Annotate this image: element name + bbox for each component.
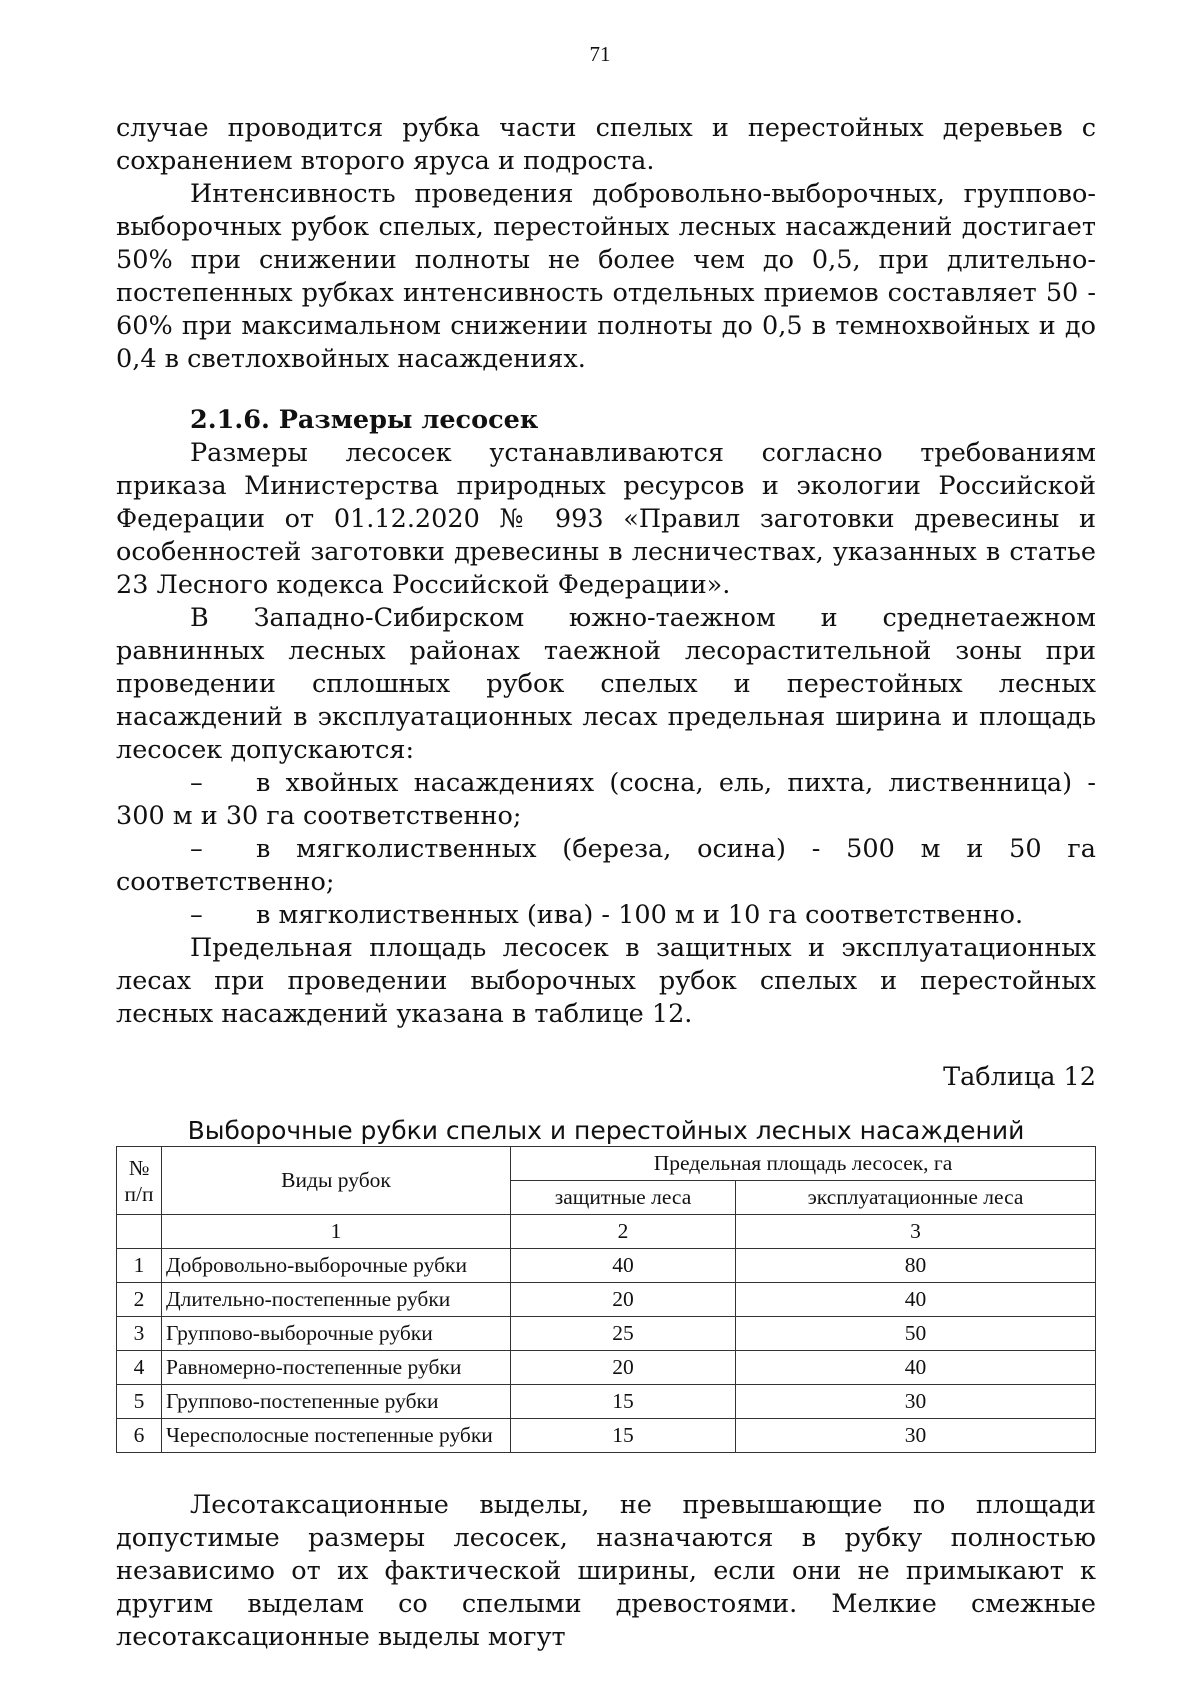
row-protective: 15	[511, 1419, 736, 1453]
row-exploitation: 30	[736, 1419, 1096, 1453]
paragraph-order: Размеры лесосек устанавливаются согласно требованиям приказа Министерства природных ресурсов и экологии Российской Федерации от 01.12.2020 № 993 «Правил заготовки древесины и особенностей заготовки древесины в лесничествах, указанных в статье 23 Лесного кодекса Российской Федерации».	[116, 438, 1096, 600]
dash-bullet: –	[190, 900, 203, 930]
header-col2: 2	[511, 1215, 736, 1249]
paragraph-region: В Западно-Сибирском южно-таежном и среднетаежном равнинных лесных районах таежной лесорастительной зоны при проведении сплошных рубок спелых и перестойных лесных насаждений в эксплуатационных лесах предельная ширина и площадь лесосек допускаются:	[116, 603, 1096, 765]
row-protective: 40	[511, 1249, 736, 1283]
row-protective: 25	[511, 1317, 736, 1351]
header-area: Предельная площадь лесосек, га	[511, 1147, 1096, 1181]
document-body	[116, 112, 1096, 1654]
row-name: Группово-постепенные рубки	[162, 1385, 511, 1419]
header-num-continuation	[117, 1215, 162, 1249]
row-number: 1	[117, 1249, 162, 1283]
row-number: 6	[117, 1419, 162, 1453]
row-protective: 20	[511, 1351, 736, 1385]
row-exploitation: 40	[736, 1283, 1096, 1317]
table-row	[117, 1385, 1096, 1419]
row-name: Чересполосные постепенные рубки	[162, 1419, 511, 1453]
list-item	[116, 899, 1096, 932]
row-number: 4	[117, 1351, 162, 1385]
list-item-text: в мягколиственных (ива) - 100 м и 10 га соответственно.	[256, 900, 1024, 930]
table-row	[117, 1283, 1096, 1317]
table-row	[117, 1317, 1096, 1351]
dash-bullet: –	[190, 768, 203, 798]
header-protective: защитные леса	[511, 1181, 736, 1215]
row-exploitation: 30	[736, 1385, 1096, 1419]
table-label: Таблица 12	[943, 1062, 1096, 1092]
dash-bullet: –	[190, 834, 203, 864]
list-item-text: в хвойных насаждениях (сосна, ель, пихта, лиственница) - 300 м и 30 га соответственно;	[116, 768, 1096, 831]
row-protective: 15	[511, 1385, 736, 1419]
paragraph-allotments: Лесотаксационные выделы, не превышающие по площади допустимые размеры лесосек, назначаются в рубку полностью независимо от их фактической ширины, если они не примыкают к другим выделам со спелыми древостоями. Мелкие смежные лесотаксационные выделы могут	[116, 1490, 1096, 1652]
row-name: Равномерно-постепенные рубки	[162, 1351, 511, 1385]
table-title: Выборочные рубки спелых и перестойных лесных насаждений	[187, 1116, 1025, 1145]
row-number: 3	[117, 1317, 162, 1351]
cutting-area-table	[116, 1146, 1096, 1453]
row-exploitation: 50	[736, 1317, 1096, 1351]
header-exploitation: эксплуатационные леса	[736, 1181, 1096, 1215]
row-number: 5	[117, 1385, 162, 1419]
paragraph-continuation: случае проводится рубка части спелых и перестойных деревьев с сохранением второго яруса и подроста.	[116, 113, 1096, 176]
section-heading: 2.1.6. Размеры лесосек	[190, 405, 539, 435]
paragraph-intensity: Интенсивность проведения добровольно-выборочных, группово-выборочных рубок спелых, перестойных лесных насаждений достигает 50% при снижении полноты не более чем до 0,5, при длительно-постепенных рубках интенсивность отдельных приемов составляет 50 - 60% при максимальном снижении полноты до 0,5 в темнохвойных и до 0,4 в светлохвойных насаждениях.	[116, 179, 1096, 374]
row-protective: 20	[511, 1283, 736, 1317]
row-number: 2	[117, 1283, 162, 1317]
paragraph-table-ref: Предельная площадь лесосек в защитных и эксплуатационных лесах при проведении выборочных рубок спелых и перестойных лесных насаждений указана в таблице 12.	[116, 933, 1096, 1029]
list-item-text: в мягколиственных (береза, осина) - 500 м и 50 га соответственно;	[116, 834, 1096, 897]
header-num: № п/п	[117, 1147, 162, 1215]
list-item	[116, 833, 1096, 899]
row-exploitation: 40	[736, 1351, 1096, 1385]
header-col1: 1	[162, 1215, 511, 1249]
table-row	[117, 1351, 1096, 1385]
row-name: Группово-выборочные рубки	[162, 1317, 511, 1351]
header-kind: Виды рубок	[162, 1147, 511, 1215]
page-number: 71	[589, 42, 611, 66]
list-item	[116, 767, 1096, 833]
table-row	[117, 1249, 1096, 1283]
row-exploitation: 80	[736, 1249, 1096, 1283]
header-col3: 3	[736, 1215, 1096, 1249]
row-name: Длительно-постепенные рубки	[162, 1283, 511, 1317]
table-row	[117, 1419, 1096, 1453]
row-name: Добровольно-выборочные рубки	[162, 1249, 511, 1283]
